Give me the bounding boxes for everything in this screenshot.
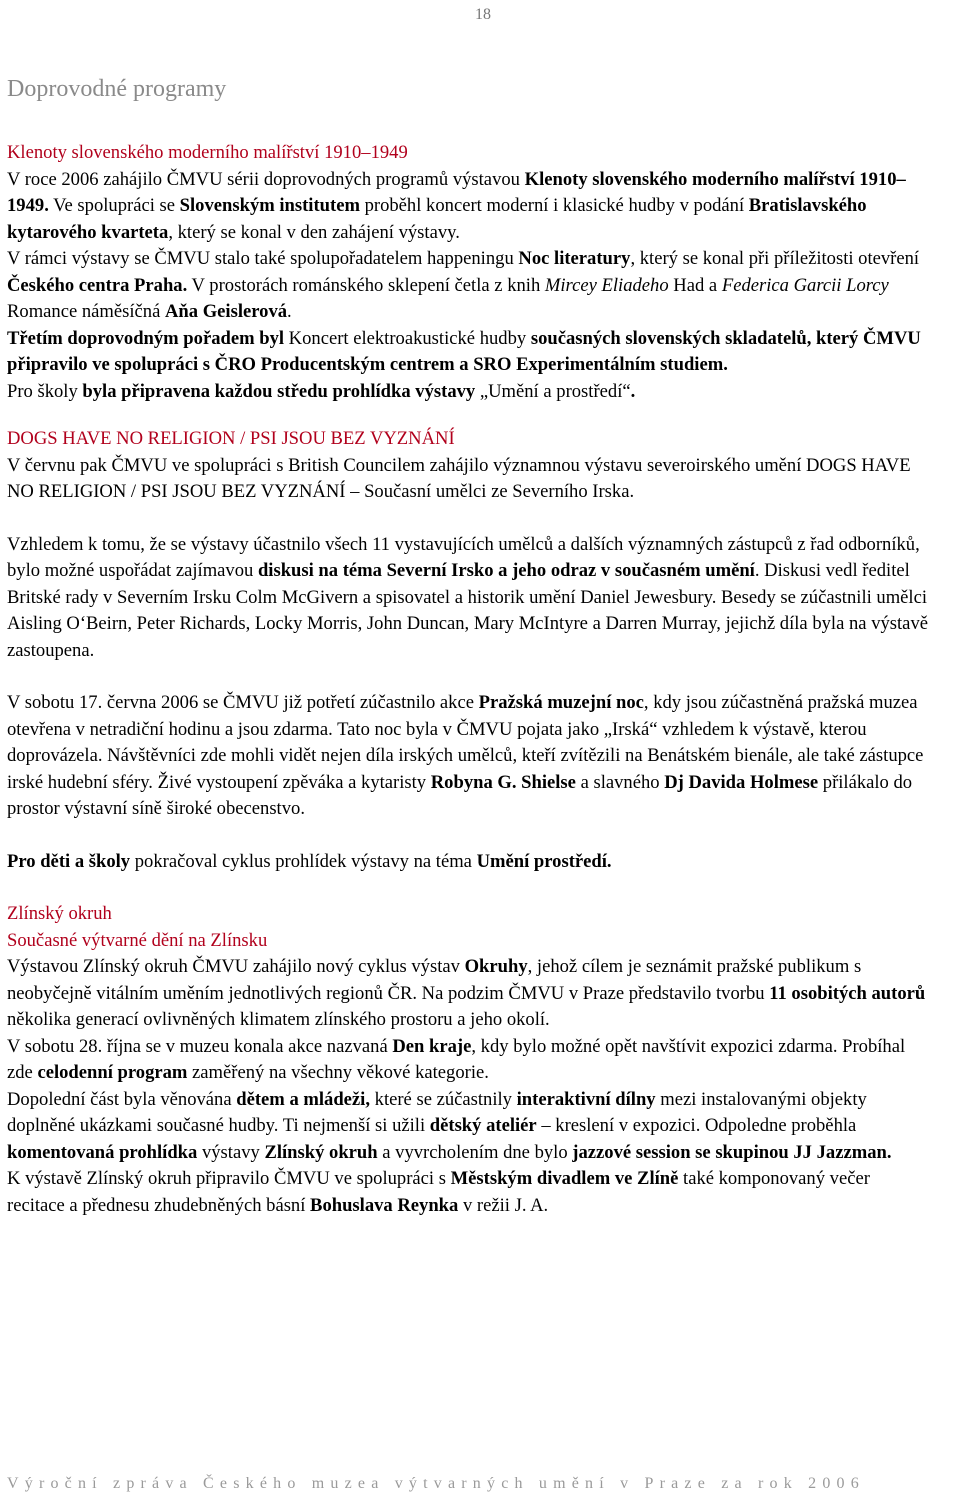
bold-text: Okruhy — [464, 956, 528, 977]
paragraph — [7, 954, 930, 1034]
paragraph — [7, 326, 930, 379]
text-run: V prostorách románského sklepení četla z knih — [187, 274, 545, 296]
text-run: Vzhledem k tomu, že se výstavy účastnilo všech 11 vystavujících umělců a dalších významných zástupců z řad odborníků, bylo možné uspořádat zajímavou — [7, 533, 920, 581]
section-title: Doprovodné programy — [7, 76, 227, 102]
bold-text: Pro děti a školy — [7, 850, 131, 872]
heading-klenoty: Klenoty slovenského moderního malířství 1910–1949 — [7, 142, 408, 163]
text-run: „Umění a prostředí“ — [479, 380, 631, 402]
bold-text: dětský ateliér — [429, 1115, 537, 1136]
text-run: V roce 2006 zahájilo ČMVU sérii doprovodných programů výstavou — [7, 168, 525, 190]
bold-text: Aňa Geislerová — [164, 301, 288, 322]
text-run: . Diskusi vedl ředitel Britské rady v Severním Irsku Colm McGivern a spisovatel a historik umění Daniel Jewesbury. Besedy se zúčastnili umělci Aisling O‘Beirn, Peter Richards, Locky Morris, John Duncan, Mary McIntyre a Darren Murray, jejichž díla byla na výstavě zastoupena. — [7, 560, 928, 661]
paragraph — [7, 246, 930, 326]
bold-text: . — [630, 380, 636, 402]
text-run: – kreslení v expozici. Odpoledne proběhla — [536, 1115, 857, 1136]
text-run: K výstavě Zlínský okruh připravilo ČMVU ve spolupráci s — [7, 1168, 451, 1189]
text-run: Pro školy — [7, 380, 83, 402]
spacer — [7, 823, 930, 849]
bold-text: Pražská muzejní noc — [478, 692, 644, 713]
spacer — [7, 875, 930, 901]
bold-text: Zlínský okruh — [264, 1141, 378, 1163]
bold-text: byla připravena každou středu prohlídka výstavy — [82, 380, 480, 402]
text-run: , jehož cílem je seznámit pražské publikum s neobyčejně vitálním uměním jednotlivých regionů ČR. Na podzim ČMVU v Praze představilo tvorbu — [7, 956, 862, 1004]
text-run: Dopolední část byla věnována — [7, 1088, 237, 1110]
heading-zlin: Zlínský okruh — [7, 903, 112, 924]
subheading-zlin: Současné výtvarné dění na Zlínsku — [7, 929, 268, 951]
text-run: , který se konal při příležitosti otevření — [630, 248, 920, 269]
text-run: zaměřený na všechny věkové kategorie. — [187, 1062, 489, 1083]
bold-text: Slovenským institutem — [179, 195, 360, 216]
paragraph — [7, 453, 930, 506]
text-run: mezi instalovanými objekty doplněné ukázkami současné hudby. Ti nejmenší si užili — [7, 1088, 867, 1136]
text-run: několika generací ovlivněných klimatem zlínského prostoru a jeho okolí. — [7, 1009, 550, 1030]
text-run: Ve spolupráci se — [48, 195, 180, 216]
bold-text: Bohuslava Reynka — [310, 1194, 459, 1216]
text-run: proběhl koncert moderní i klasické hudby v podání — [359, 195, 749, 216]
text-run: Výstavou Zlínský okruh ČMVU zahájilo nový cyklus výstav — [7, 956, 465, 977]
spacer — [7, 506, 930, 532]
spacer — [7, 405, 930, 426]
text-run: V sobotu 17. června 2006 se ČMVU již potřetí zúčastnilo akce — [7, 692, 479, 713]
paragraph — [7, 849, 930, 876]
bold-text: Noc literatury — [518, 248, 631, 269]
bold-text: Robyna G. Shielse — [430, 771, 576, 793]
bold-text: jazzové session se skupinou JJ Jazzman. — [572, 1141, 892, 1163]
content — [7, 140, 930, 1219]
bold-text: interaktivní dílny — [516, 1088, 656, 1110]
bold-text: Třetím doprovodným pořadem byl — [7, 327, 285, 349]
bold-text: současných slovenských skladatelů, který ČMVU připravilo ve spolupráci s ČRO Producentským centrem a SRO Experimentálním studiem. — [7, 327, 921, 375]
text-run: V červnu pak ČMVU ve spolupráci s British Councilem zahájilo významnou výstavu severoirského umění DOGS HAVE NO RELIGION / PSI JSOU BEZ VYZNÁNÍ – Současní umělci ze Severního Irska. — [7, 454, 911, 502]
paragraph — [7, 167, 930, 247]
bold-text: Klenoty slovenského moderního malířství 1910–1949. — [7, 168, 906, 216]
bold-text: Českého centra Praha. — [7, 274, 188, 296]
footer: Výroční zpráva Českého muzea výtvarných umění v Praze za rok 2006 — [7, 1475, 865, 1492]
text-run: V rámci výstavy se ČMVU stalo také spolupořadatelem happeningu — [7, 248, 519, 269]
bold-text: dětem a mládeži, — [236, 1088, 370, 1110]
text-run: přilákalo do prostor výstavní síně široké obecenstvo. — [7, 771, 913, 819]
spacer — [7, 664, 930, 690]
text-run: v režii J. A. — [458, 1194, 549, 1216]
text-run: , který se konal v den zahájení výstavy. — [168, 221, 460, 243]
text-run: , kdy jsou zúčastněná pražská muzea otevřena v netradiční hodinu a jsou zdarma. Tato noc byla v ČMVU pojata jako „Irská“ vzhledem k výstavě, kterou doprovázela. Návštěvníci zde mohli vidět nejen díla irských umělců, kteří zvítězili na Benátském bienále, ale také zástupce irské hudební sféry. Živé vystoupení zpěváka a kytaristy — [7, 692, 924, 793]
text-run: , kdy bylo možné opět navštívit expozici zdarma. Probíhal zde — [7, 1035, 906, 1083]
bold-text: 11 osobitých autorů — [769, 982, 926, 1004]
text-run: které se zúčastnily — [370, 1088, 517, 1110]
page-number: 18 — [475, 6, 491, 23]
bold-text: celodenní program — [37, 1062, 188, 1083]
text-run: také komponovaný večer recitace a přednesu zhudebněných básní — [7, 1168, 870, 1216]
heading-dogs: DOGS HAVE NO RELIGION / PSI JSOU BEZ VYZNÁNÍ — [7, 428, 455, 449]
text-run: Had a — [668, 274, 722, 296]
bold-text: Umění prostředí. — [476, 850, 612, 872]
paragraph — [7, 1034, 930, 1220]
text-run: a slavného — [575, 771, 665, 793]
paragraph — [7, 532, 930, 665]
bold-text: diskusi na téma Severní Irsko a jeho odraz v současném umění — [257, 560, 755, 581]
text-run: a vyvrcholením dne bylo — [377, 1141, 573, 1163]
bold-text: Dj Davida Holmese — [664, 771, 819, 793]
paragraph — [7, 379, 930, 406]
text-run: Romance náměsíčná — [7, 301, 165, 322]
text-run: Koncert elektroakustické hudby — [284, 327, 531, 349]
italic-text: Mircey Eliadeho — [544, 274, 669, 296]
text-run: pokračoval cyklus prohlídek výstavy na téma — [130, 850, 477, 872]
text-run: výstavy — [197, 1141, 265, 1163]
bold-text: Den kraje — [392, 1035, 472, 1057]
bold-text: komentovaná prohlídka — [7, 1141, 198, 1163]
bold-text: Městským divadlem ve Zlíně — [450, 1168, 679, 1189]
paragraph — [7, 690, 930, 823]
bold-text: Bratislavského kytarového kvarteta — [7, 195, 867, 243]
text-run: . — [287, 301, 292, 322]
text-run: V sobotu 28. října se v muzeu konala akce nazvaná — [7, 1035, 393, 1057]
italic-text: Federica Garcii Lorcy — [721, 274, 889, 296]
